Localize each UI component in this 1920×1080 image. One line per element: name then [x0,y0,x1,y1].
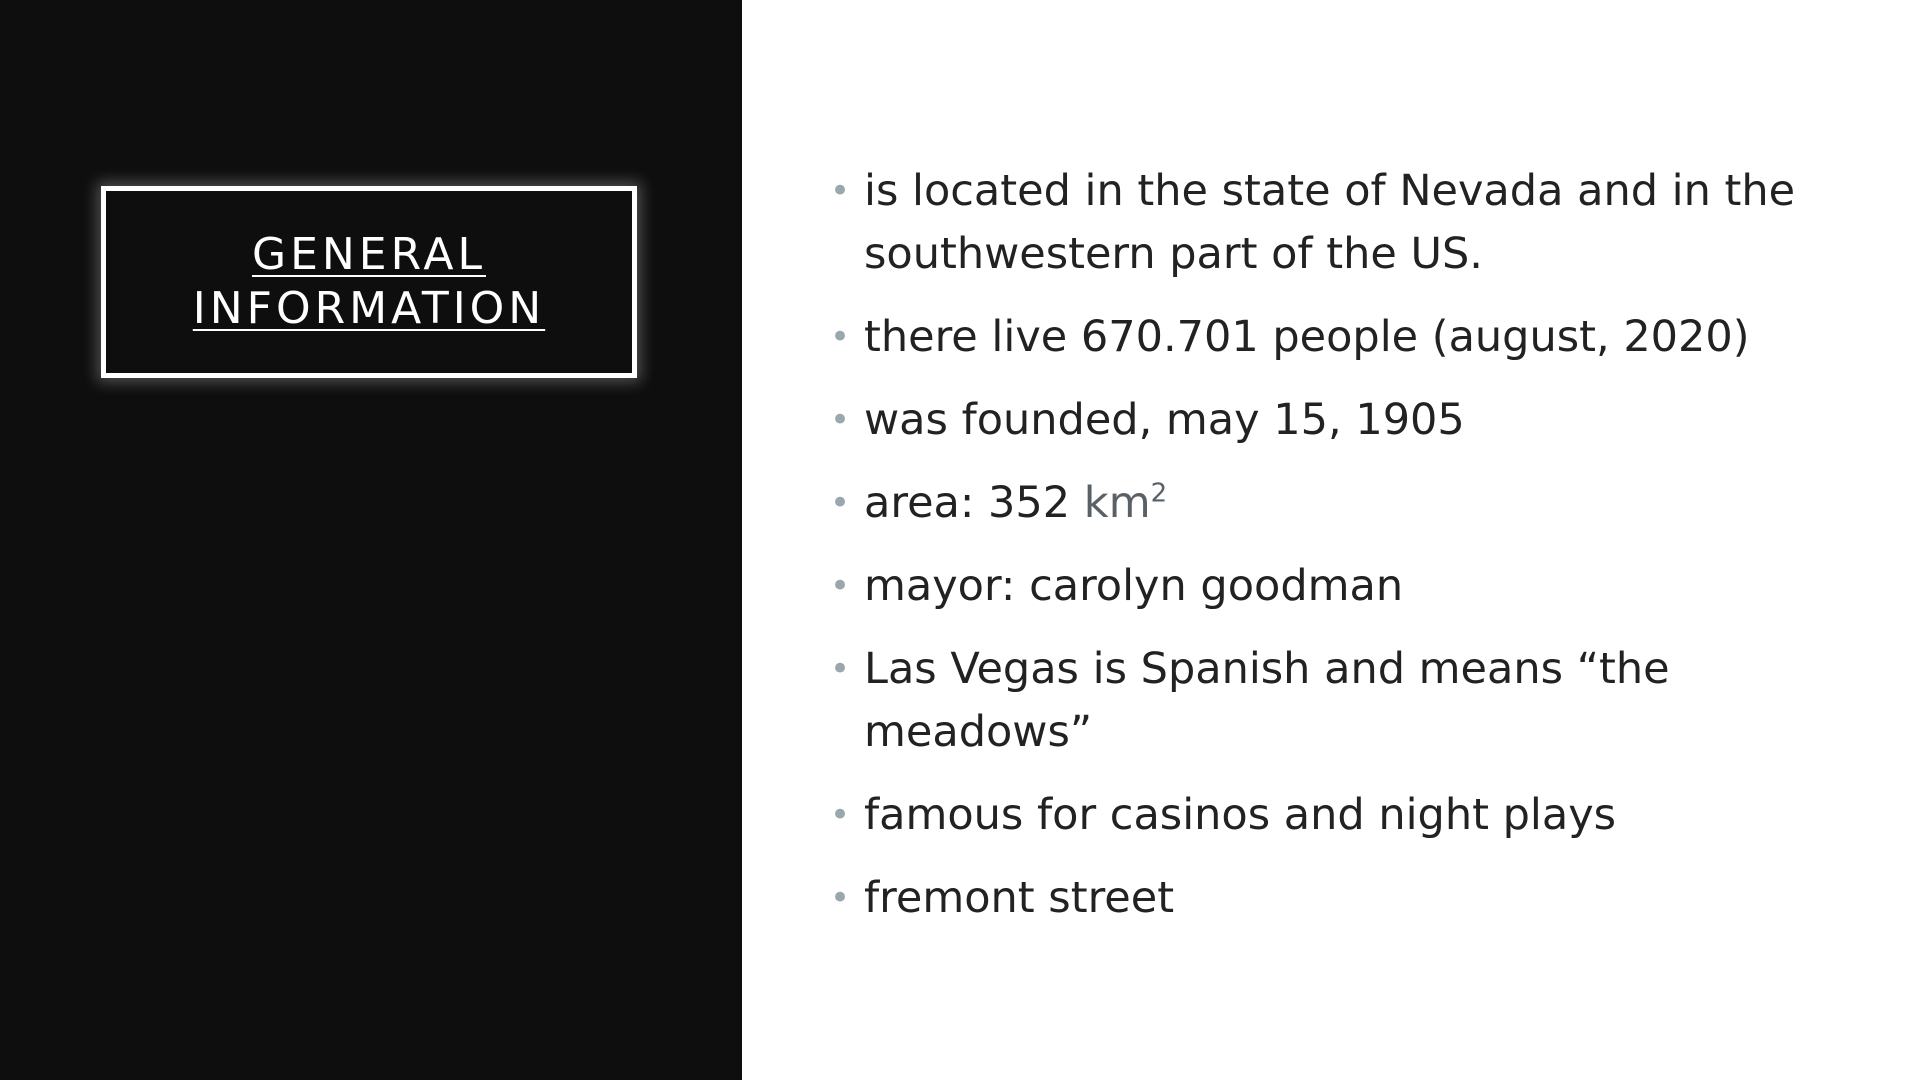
bullet-text: Las Vegas is Spanish and means “the meadows” [864,644,1670,757]
bullet-marker-icon: • [830,566,851,606]
bullet-item [828,867,1848,930]
bullet-marker-icon: • [830,400,851,440]
bullet-item [828,389,1848,452]
bullet-text: was founded, may 15, 1905 [864,395,1465,445]
bullet-text: area: 352 [864,478,1084,528]
bullet-marker-icon: • [830,795,851,835]
bullet-item [828,306,1848,369]
bullet-list [828,160,1848,950]
bullet-item [828,784,1848,847]
bullet-text: mayor: carolyn goodman [864,561,1404,611]
bullet-item [828,472,1848,535]
bullet-text: famous for casinos and night plays [864,790,1617,840]
slide-title [193,228,545,336]
left-panel [0,0,742,1080]
bullet-item [828,638,1848,764]
area-unit [1084,478,1167,528]
bullet-marker-icon: • [830,483,851,523]
bullet-item [828,555,1848,618]
bullet-marker-icon: • [830,649,851,689]
unit-superscript: 2 [1150,478,1168,509]
bullet-marker-icon: • [830,878,851,918]
unit-text: km [1083,478,1151,528]
title-line-1: GENERAL [251,229,486,280]
bullet-marker-icon: • [830,171,851,211]
bullet-text: fremont street [864,873,1175,923]
bullet-text: is located in the state of Nevada and in the southwestern part of the US. [864,166,1796,279]
title-line-2: INFORMATION [192,283,546,334]
bullet-text: there live 670.701 people (august, 2020) [864,312,1750,362]
bullet-item [828,160,1848,286]
title-box [101,186,637,378]
bullet-marker-icon: • [830,317,851,357]
